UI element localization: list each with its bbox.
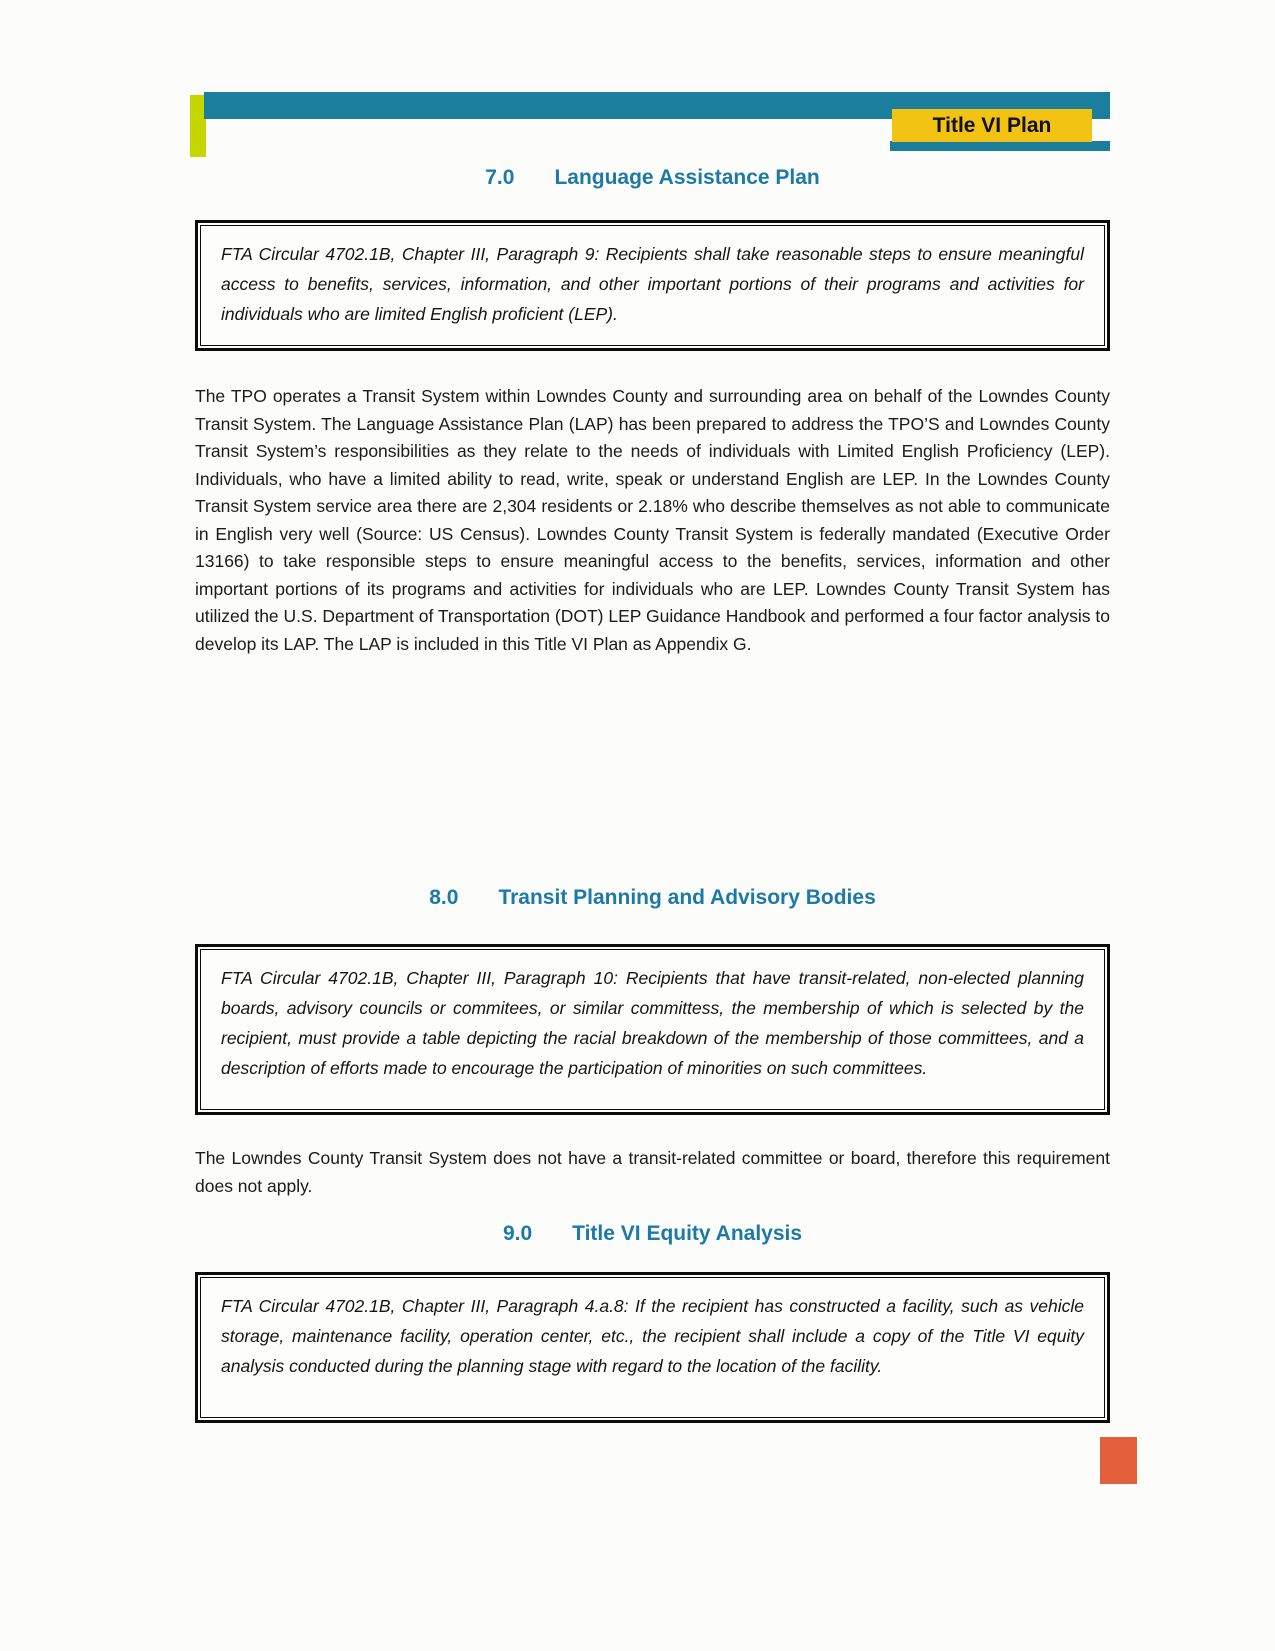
fta-quote-box-9-inner <box>200 1277 1105 1418</box>
fta-quote-box-7-inner <box>200 225 1105 346</box>
section-9-heading <box>195 1222 1110 1246</box>
fta-quote-9-text: FTA Circular 4702.1B, Chapter III, Paragraph 4.a.8: If the recipient has constructed a facility, such as vehicle storage, maintenance facility, operation center, etc., the recipient shall include a copy of the Title VI equity analysis conducted during the planning stage with regard to the location of the facility. <box>221 1296 1084 1376</box>
section-7-title: Language Assistance Plan <box>554 166 820 189</box>
section-7-heading <box>195 166 1110 190</box>
section-7-number: 7.0 <box>485 166 515 189</box>
page-header <box>190 92 1110 160</box>
orange-edge-marker <box>1100 1437 1137 1484</box>
fta-quote-box-8 <box>195 944 1110 1115</box>
fta-quote-box-8-inner <box>200 949 1105 1110</box>
section-9-number: 9.0 <box>502 1222 533 1245</box>
fta-quote-box-9 <box>195 1272 1110 1423</box>
section-7-paragraph: The TPO operates a Transit System within Lowndes County and surrounding area on behalf of the Lowndes County Transit System. The Language Assistance Plan (LAP) has been prepared to address the TPO’S and Lowndes County Transit System’s responsibilities as they relate to the needs of individuals with Limited English Proficiency (LEP). Individuals, who have a limited ability to read, write, speak or understand English are LEP. In the Lowndes County Transit System service area there are 2,304 residents or 2.18% who describe themselves as not able to communicate in English very well (Source: US Census). Lowndes County Transit System is federally mandated (Executive Order 13166) to take responsible steps to ensure meaningful access to the benefits, services, information and other important portions of its programs and activities for individuals who are LEP. Lowndes County Transit System has utilized the U.S. Department of Transportation (DOT) LEP Guidance Handbook and performed a four factor analysis to develop its LAP. The LAP is included in this Title VI Plan as Appendix G. <box>195 386 1111 654</box>
content-column <box>195 166 1110 1423</box>
fta-quote-7-text: FTA Circular 4702.1B, Chapter III, Paragraph 9: Recipients shall take reasonable steps to ensure meaningful access to benefits, services, information, and other important portions of their programs and activities for individuals who are limited English proficient (LEP). <box>221 244 1084 324</box>
section-8-heading <box>195 886 1110 910</box>
section-8-number: 8.0 <box>429 886 459 909</box>
fta-quote-box-7 <box>195 220 1110 351</box>
title-vi-plan-badge: Title VI Plan <box>892 109 1092 142</box>
fta-quote-8-text: FTA Circular 4702.1B, Chapter III, Paragraph 10: Recipients that have transit-related, non-elected planning boards, advisory councils or commitees, or similar committess, the membership of which is selected by the recipient, must provide a table depicting the racial breakdown of the membership of those committees, and a description of efforts made to encourage the participation of minorities on such committees. <box>221 968 1084 1078</box>
teal-underline-strip <box>890 141 1110 151</box>
section-9-title: Title VI Equity Analysis <box>572 1222 803 1245</box>
section-8-title: Transit Planning and Advisory Bodies <box>498 886 876 909</box>
section-8-paragraph: The Lowndes County Transit System does not have a transit-related committee or board, therefore this requirement does not apply. <box>195 1148 1110 1196</box>
